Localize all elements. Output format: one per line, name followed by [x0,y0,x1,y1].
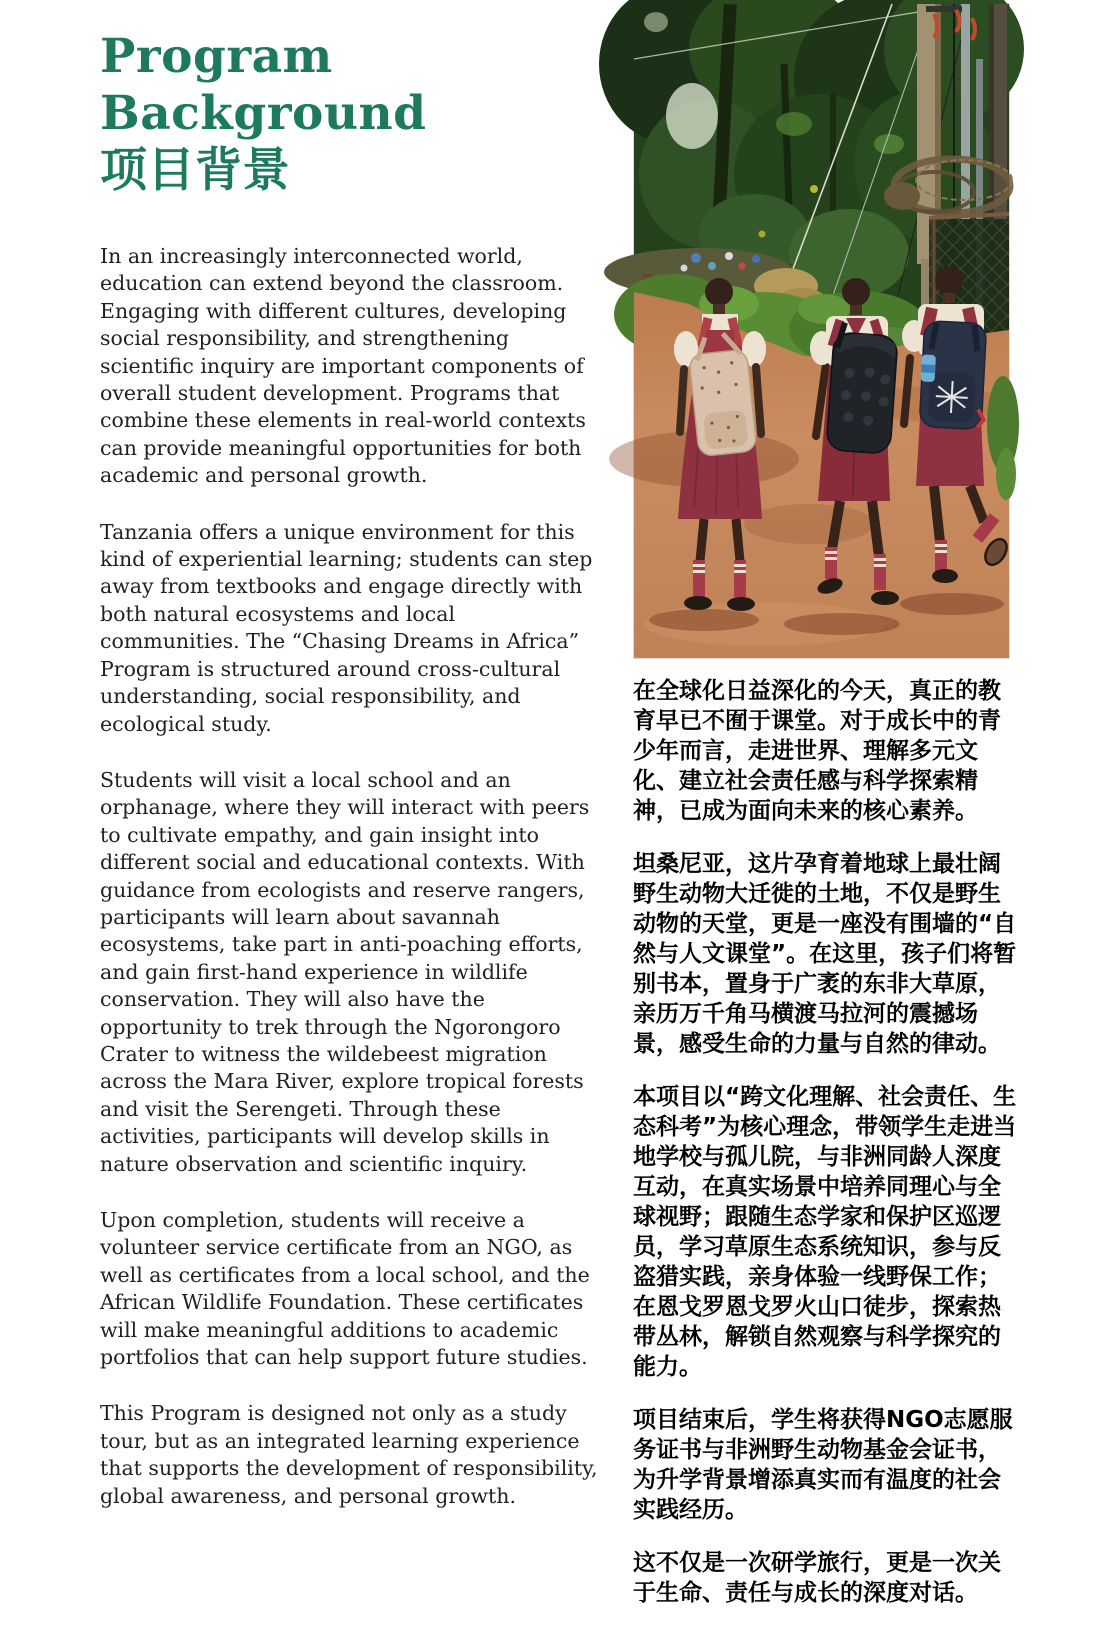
page-title-line-3: 项目背景 [100,143,290,198]
left-column [100,28,600,1539]
page-title-line-2: Background [100,86,427,141]
chinese-paragraph: 坦桑尼亚，这片孕育着地球上最壮阔野生动物大迁徙的土地，不仅是野生动物的天堂，更是一座没有围墙的“自然与人文课堂”。在这里，孩子们将暂别书本，置身于广袤的东非大草原，亲历万千角马横渡马拉河的震撼场景，感受生命的力量与自然的律动。 [633,851,1017,1057]
english-paragraph: This Program is designed not only as a study tour, but as an integrated learning experience that supports the development of responsibility, global awareness, and personal growth. [100,1401,598,1508]
page-title [100,28,600,199]
english-paragraph: Upon completion, students will receive a volunteer service certificate from an NGO, as well as certificates from a local school, and the African Wildlife Foundation. These certificates will make meaningful additions to academic portfolios that can help support future studies. [100,1208,590,1370]
students-walking-photo [633,3,1010,659]
chinese-paragraph: 这不仅是一次研学旅行，更是一次关于生命、责任与成长的深度对话。 [633,1550,1001,1606]
chinese-paragraph: 项目结束后，学生将获得NGO志愿服务证书与非洲野生动物基金会证书，为升学背景增添真实而有温度的社会实践经历。 [633,1407,1013,1523]
right-column [633,3,1019,1631]
chinese-paragraph: 在全球化日益深化的今天，真正的教育早已不囿于课堂。对于成长中的青少年而言，走进世界、理解多元文化、建立社会责任感与科学探索精神，已成为面向未来的核心素养。 [633,678,1001,824]
english-paragraph: Students will visit a local school and an orphanage, where they will interact with peers to cultivate empathy, and gain insight into different social and educational contexts. With guidance from ecologists and reserve rangers, participants will learn about savannah ecosystems, take part in anti-poaching efforts, and gain first-hand experience in wildlife conservation. They will also have the opportunity to trek through the Ngorongoro Crater to witness the wildebeest migration across the Mara River, explore tropical forests and visit the Serengeti. Through these activities, participants will develop skills in nature observation and scientific inquiry. [100,767,590,1176]
page-title-line-1: Program [100,29,333,84]
english-paragraph: Tanzania offers a unique environment for this kind of experiential learning; students can step away from textbooks and engage directly with both natural ecosystems and local communities. The “Chasing Dreams in Africa” Program is structured around cross-cultural understanding, social responsibility, and ecological study. [100,519,593,736]
english-paragraph: In an increasingly interconnected world, education can extend beyond the classroom. Engaging with different cultures, developing social responsibility, and strengthening scientific inquiry are important components of overall student development. Programs that combine these elements in real-world contexts can provide meaningful opportunities for both academic and personal growth. [100,244,586,488]
chinese-paragraph: 本项目以“跨文化理解、社会责任、生态科考”为核心理念，带领学生走进当地学校与孤儿院，与非洲同龄人深度互动，在真实场景中培养同理心与全球视野；跟随生态学家和保护区巡逻员，学习草原生态系统知识，参与反盗猎实践，亲身体验一线野保工作；在恩戈罗恩戈罗火山口徒步，探索热带丛林，解锁自然观察与科学探究的能力。 [633,1084,1017,1380]
students-walking-photo-graphic [634,4,1009,658]
